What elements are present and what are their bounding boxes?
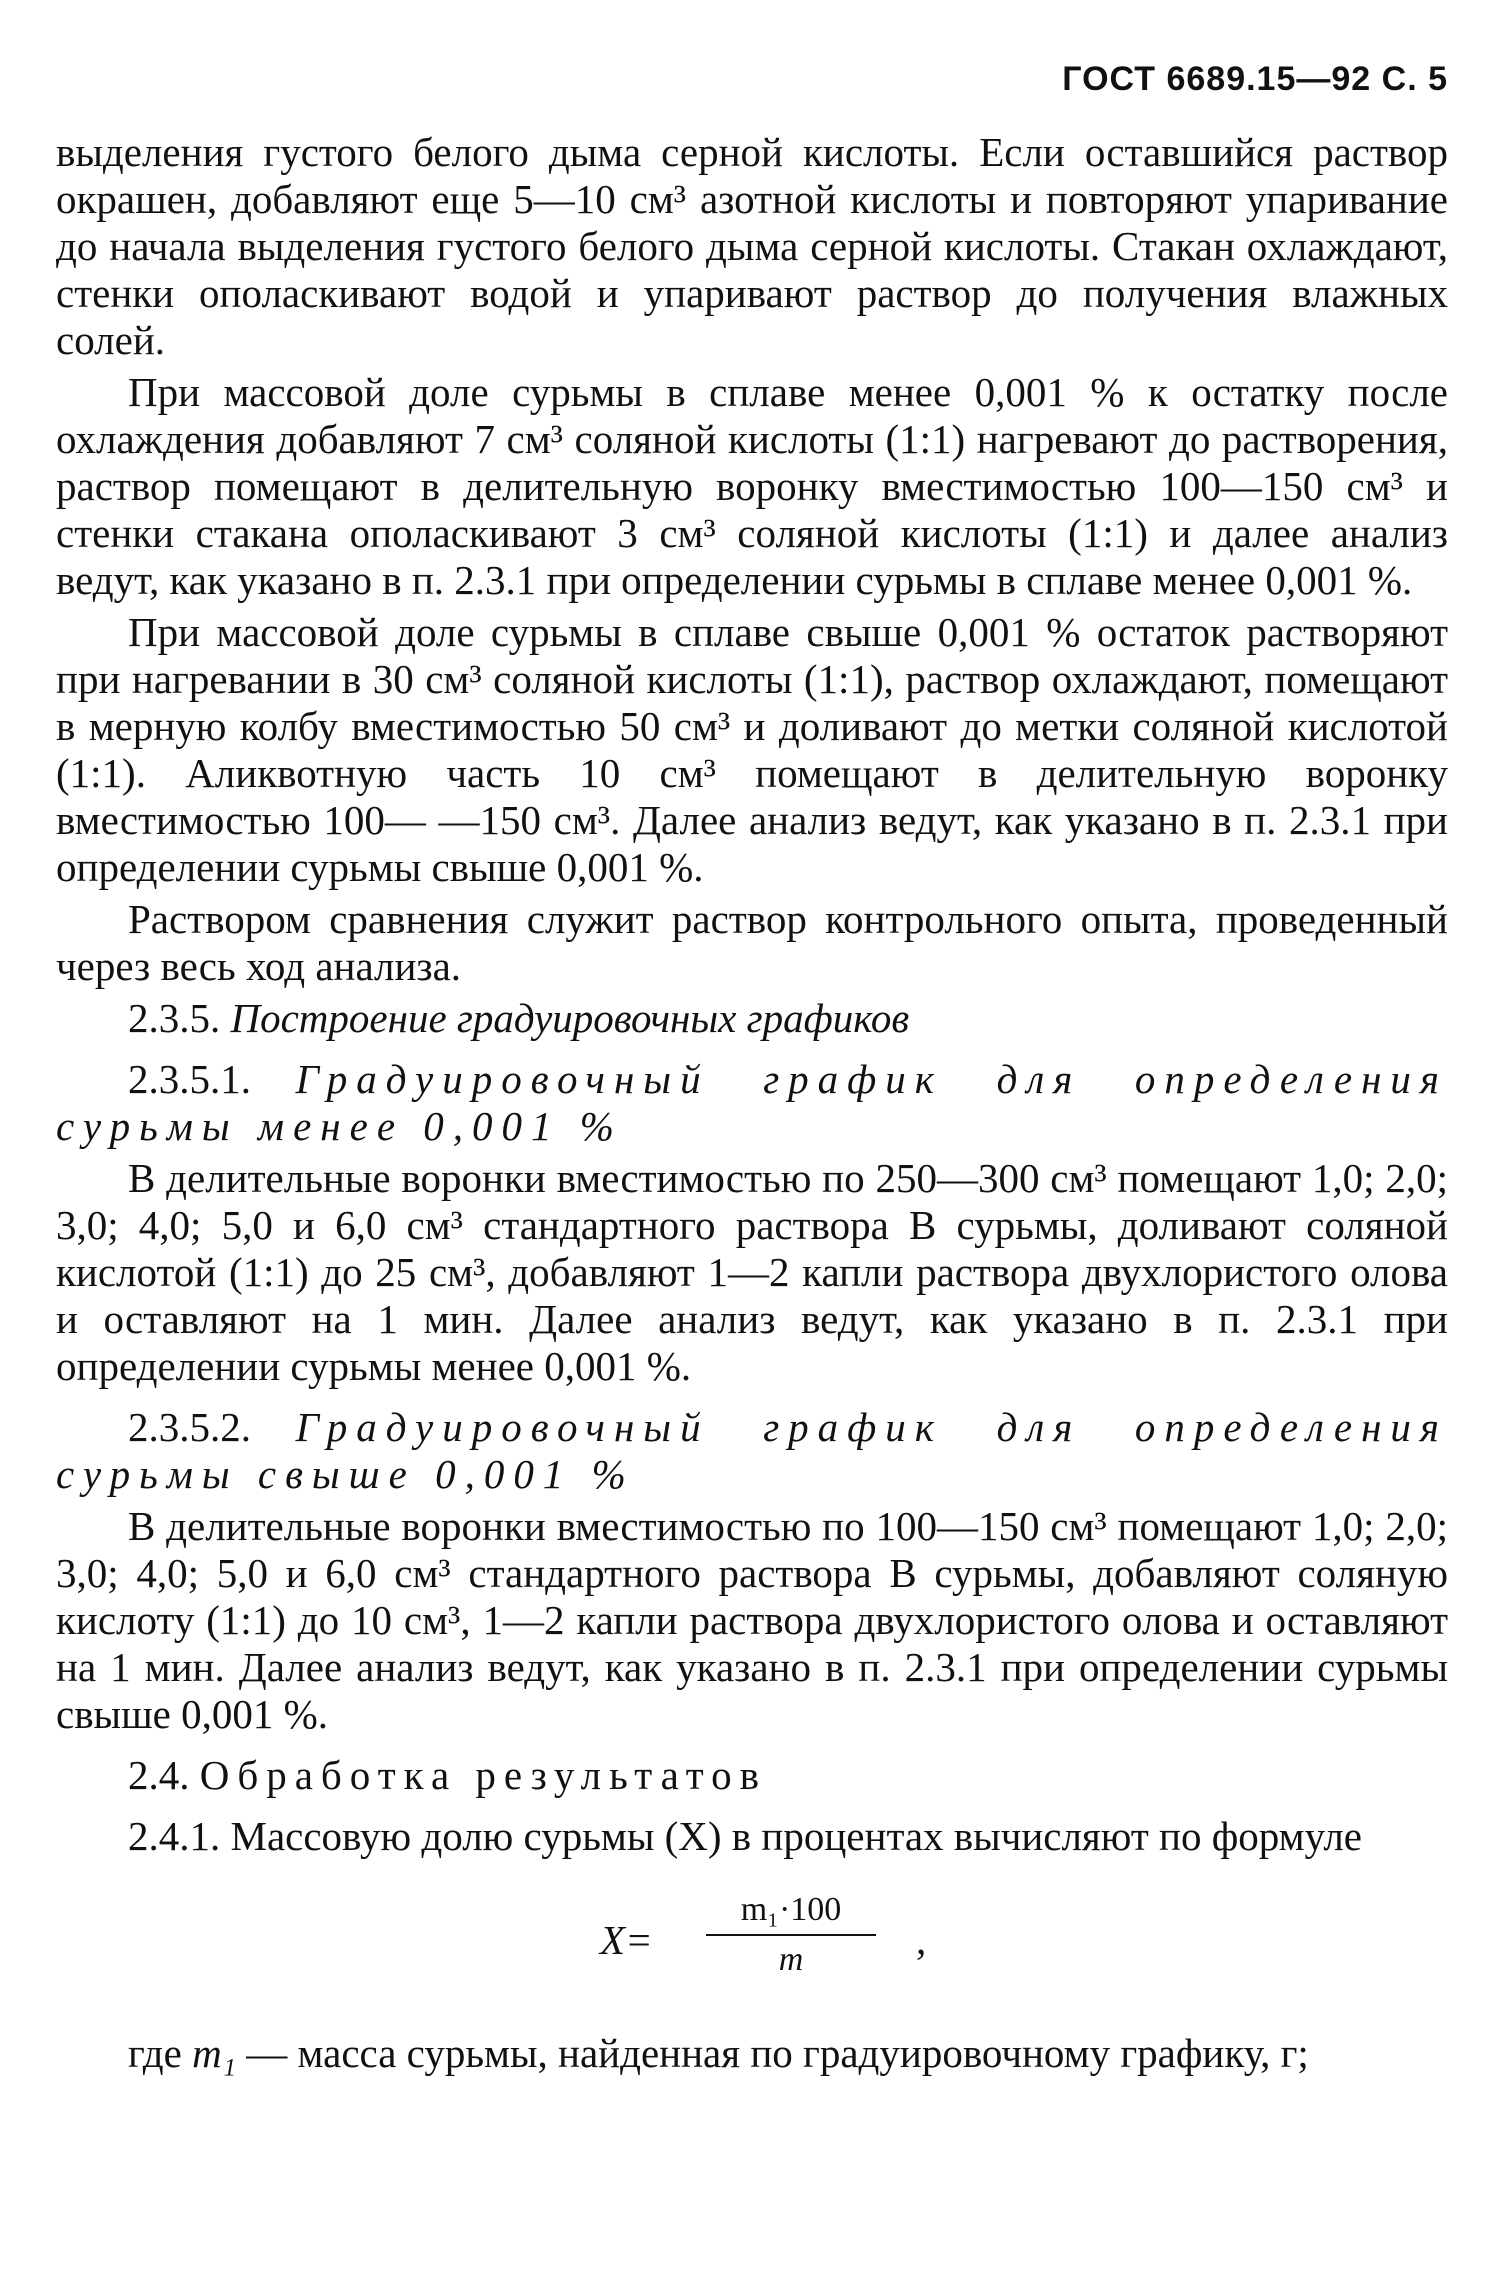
- section-heading-2-3-5-1: [56, 1056, 1448, 1150]
- where-symbol: m₁: [192, 2030, 236, 2076]
- section-title: Градуировочный график для определения сурьмы свыше 0,001 %: [56, 1404, 1448, 1497]
- formula-numerator: m₁·100: [740, 1891, 842, 1928]
- document-page: [56, 60, 1448, 2077]
- section-title: Обработка результатов: [199, 1752, 768, 1798]
- formula: [56, 1890, 1448, 2000]
- section-heading-2-3-5-2: [56, 1404, 1448, 1498]
- where-prefix: где: [128, 2030, 182, 2076]
- section-title: Градуировочный график для определения сурьмы менее 0,001 %: [56, 1056, 1448, 1149]
- paragraph-formula-intro: 2.4.1. Массовую долю сурьмы (X) в процентах вычисляют по формуле: [128, 1813, 1362, 1859]
- page-header: ГОСТ 6689.15—92 С. 5: [1062, 60, 1448, 98]
- formula-fraction: [706, 1890, 876, 1980]
- section-heading-2-3-5: [56, 995, 1448, 1042]
- paragraph-low-antimony: При массовой доле сурьмы в сплаве менее 0,001 % к остатку после охлаждения добавляют 7 см³ соляной кислоты (1:1) нагревают до растворения, раствор помещают в делительную воронку вместимостью 100—150 см³ и стенки стакана ополаскивают 3 см³ соляной кислоты (1:1) и далее анализ ведут, как указано в п. 2.3.1 при определении сурьмы в сплаве менее 0,001 %.: [56, 369, 1448, 603]
- section-number: 2.3.5.2.: [128, 1404, 251, 1450]
- fraction-bar: [706, 1934, 876, 1936]
- section-title: Построение градуировочных графиков: [230, 995, 910, 1041]
- formula-lhs: X=: [600, 1917, 653, 1963]
- paragraph-continuation: выделения густого белого дыма серной кислоты. Если оставшийся раствор окрашен, добавляют еще 5—10 см³ азотной кислоты и повторяют упаривание до начала выделения густого белого дыма серной кислоты. Стакан охлаждают, стенки ополаскивают водой и упаривают раствор до получения влажных солей.: [56, 129, 1448, 363]
- section-number: 2.3.5.: [128, 995, 221, 1041]
- paragraph-where: [56, 2030, 1448, 2077]
- section-heading-2-4: [56, 1752, 1448, 1799]
- section-number: 2.3.5.1.: [128, 1056, 251, 1102]
- paragraph-graph-high: В делительные воронки вместимостью по 100—150 см³ помещают 1,0; 2,0; 3,0; 4,0; 5,0 и 6,0 см³ стандартного раствора В сурьмы, добавляют соляную кислоту (1:1) до 10 см³, 1—2 капли раствора двухлористого олова и оставляют на 1 мин. Далее анализ ведут, как указано в п. 2.3.1 при определении сурьмы свыше 0,001 %.: [56, 1503, 1448, 1737]
- formula-denominator: m: [778, 1941, 804, 1978]
- section-number: 2.4.: [128, 1752, 190, 1798]
- paragraph-graph-low: В делительные воронки вместимостью по 250—300 см³ помещают 1,0; 2,0; 3,0; 4,0; 5,0 и 6,0 см³ стандартного раствора В сурьмы, доливают соляной кислотой (1:1) до 25 см³, добавляют 1—2 капли раствора двухлористого олова и оставляют на 1 мин. Далее анализ ведут, как указано в п. 2.3.1 при определении сурьмы менее 0,001 %.: [56, 1155, 1448, 1389]
- paragraph-comparison-solution: Раствором сравнения служит раствор контрольного опыта, проведенный через весь ход анализа.: [56, 896, 1448, 989]
- where-definition: — масса сурьмы, найденная по градуировочному графику, г;: [246, 2030, 1309, 2076]
- formula-comma: ,: [916, 1917, 927, 1963]
- paragraph-high-antimony: При массовой доле сурьмы в сплаве свыше 0,001 % остаток растворяют при нагревании в 30 см³ соляной кислоты (1:1), раствор охлаждают, помещают в мерную колбу вместимостью 50 см³ и доливают до метки соляной кислотой (1:1). Аликвотную часть 10 см³ помещают в делительную воронку вместимостью 100— —150 см³. Далее анализ ведут, как указано в п. 2.3.1 при определении сурьмы свыше 0,001 %.: [56, 609, 1448, 890]
